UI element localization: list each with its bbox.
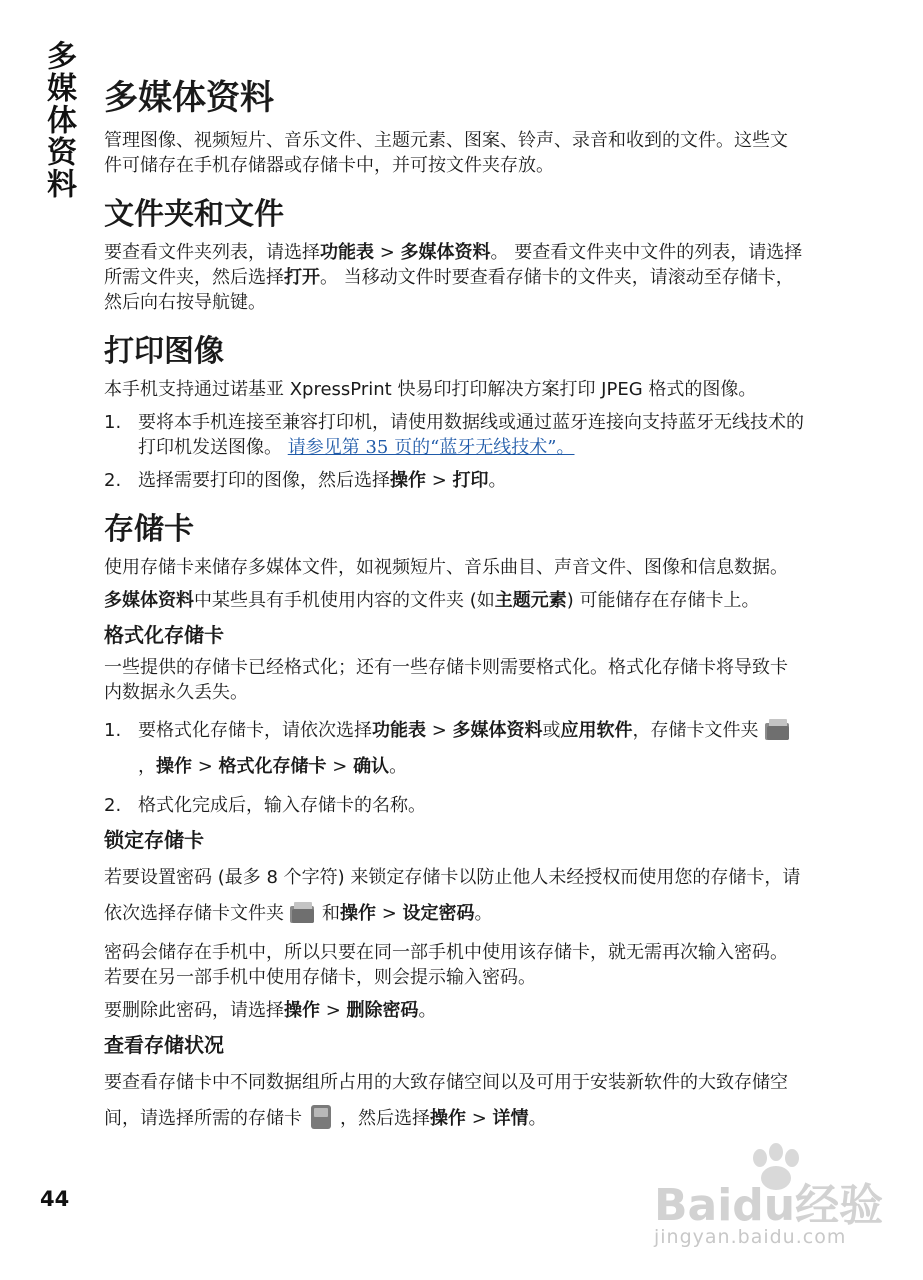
print-step-2: 2. 选择需要打印的图像，然后选择操作 > 打印。 (104, 470, 507, 491)
status-paragraph: 要查看存储卡中不同数据组所占用的大致存储空间以及可用于安装新软件的大致存储空间，请选择所需的存储卡 ，然后选择操作 > 详情。 (104, 1072, 788, 1129)
card-heading: 存储卡 (104, 512, 194, 547)
format-steps (104, 713, 804, 818)
format-heading: 格式化存储卡 (104, 623, 224, 647)
side-tab-label: 多媒体资料 (41, 40, 76, 200)
format-step-2: 2. 格式化完成后，输入存储卡的名称。 (104, 795, 426, 816)
lock-paragraph-1: 若要设置密码 (最多 8 个字符) 来锁定存储卡以防止他人未经授权而使用您的存储卡，请依次选择存储卡文件夹 和操作 > 设定密码。 (104, 867, 801, 924)
section-memory-card (104, 511, 804, 1137)
print-step-1: 1. 要将本手机连接至兼容打印机，请使用数据线或通过蓝牙连接向支持蓝牙无线技术的打印机发送图像。 请参见第 35 页的“蓝牙无线技术”。 (104, 412, 804, 458)
card-paragraph-1: 使用存储卡来储存多媒体文件，如视频短片、音乐曲目、声音文件、图像和信息数据。 (104, 557, 788, 578)
section-folders (104, 196, 804, 315)
lock-heading: 锁定存储卡 (104, 828, 204, 852)
card-paragraph-2: 多媒体资料中某些具有手机使用内容的文件夹 (如主题元素) 可能储存在存储卡上。 (104, 590, 760, 611)
watermark-brand: Baidu经验 (654, 1180, 884, 1231)
format-paragraph: 一些提供的存储卡已经格式化；还有一些存储卡则需要格式化。格式化存储卡将导致卡内数据永久丢失。 (104, 657, 788, 703)
bluetooth-link[interactable]: 请参见第 35 页的“蓝牙无线技术”。 (287, 437, 575, 458)
lock-paragraph-3: 要删除此密码，请选择操作 > 删除密码。 (104, 1000, 437, 1021)
intro-paragraph: 管理图像、视频短片、音乐文件、主题元素、图案、铃声、录音和收到的文件。这些文件可储存在手机存储器或存储卡中，并可按文件夹存放。 (104, 130, 788, 176)
format-step-1: 1. 要格式化存储卡，请依次选择功能表 > 多媒体资料或应用软件，存储卡文件夹，操作 > 格式化存储卡 > 确认。 (104, 713, 804, 785)
print-intro: 本手机支持通过诺基亚 XpressPrint 快易印打印解决方案打印 JPEG 格式的图像。 (104, 379, 757, 400)
status-heading: 查看存储状况 (104, 1033, 224, 1057)
print-steps (104, 410, 804, 493)
folders-heading: 文件夹和文件 (104, 197, 284, 232)
memory-card-folder-icon (763, 716, 793, 742)
memory-card-folder-icon (288, 899, 318, 925)
folders-paragraph: 要查看文件夹列表，请选择功能表 > 多媒体资料。 要查看文件夹中文件的列表，请选择所需文件夹，然后选择打开。 当移动文件时要查看存储卡的文件夹，请滚动至存储卡，然后向右按导航键。 (104, 242, 803, 313)
print-heading: 打印图像 (104, 334, 224, 369)
page-number: 44 (40, 1187, 70, 1211)
baidu-watermark-logo (648, 1140, 918, 1270)
page-title: 多媒体资料 (104, 78, 274, 118)
memory-card-icon (306, 1104, 336, 1130)
lock-paragraph-2: 密码会储存在手机中，所以只要在同一部手机中使用该存储卡，就无需再次输入密码。若要在另一部手机中使用存储卡，则会提示输入密码。 (104, 942, 788, 988)
section-print (104, 333, 804, 493)
page-content (104, 78, 804, 1145)
watermark-url: jingyan.baidu.com (654, 1226, 847, 1248)
